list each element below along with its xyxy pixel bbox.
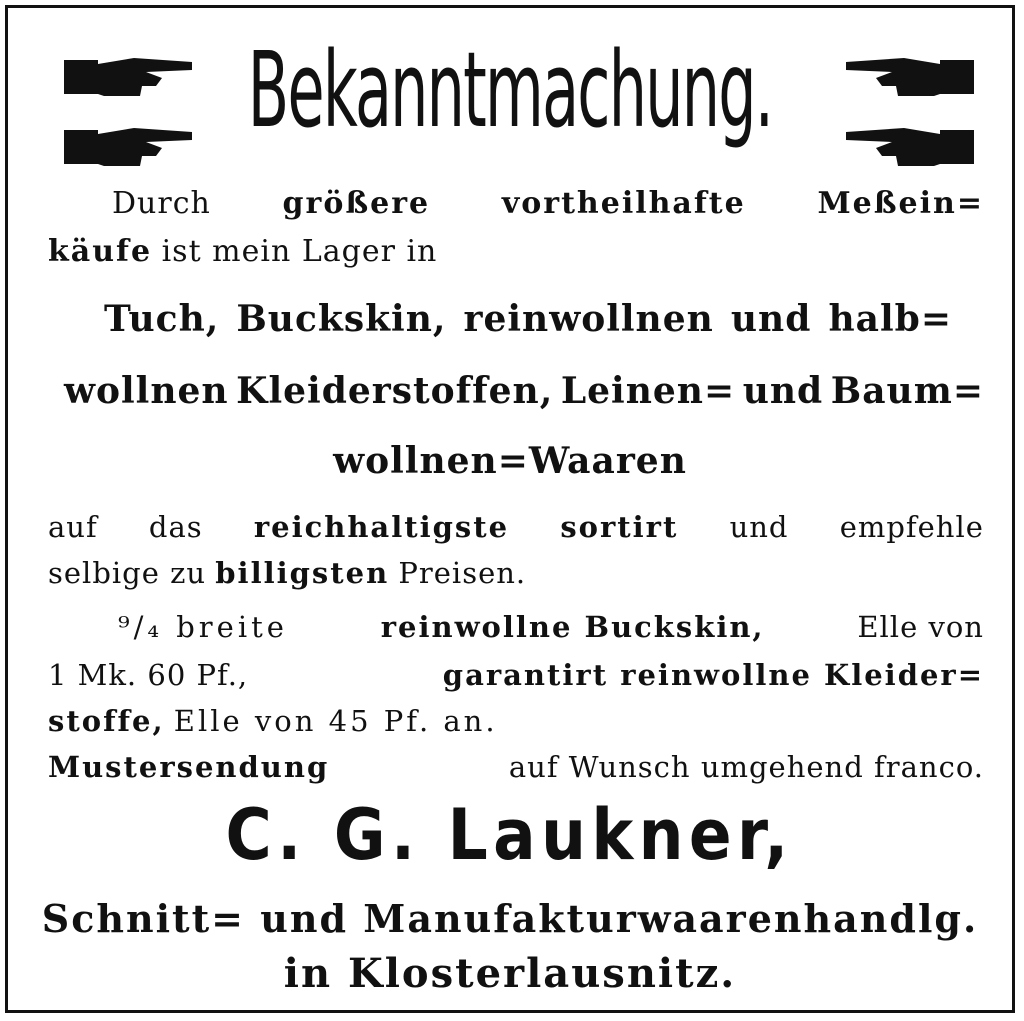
offer-text: 1 Mk. 60 Pf.,: [48, 658, 249, 692]
offer-text: Elle von: [857, 610, 984, 644]
assort-word: sortirt: [560, 510, 679, 544]
offer-line-3: [48, 704, 984, 738]
intro-word: vortheilhafte: [501, 186, 746, 221]
intro-word: Durch: [112, 186, 211, 221]
goods-line-1: [104, 298, 952, 340]
hand-pointing-right-icon: [64, 120, 194, 174]
assort-word: billigsten: [215, 556, 390, 590]
assort-word: auf: [48, 510, 98, 544]
intro-text: ist mein Lager in: [161, 234, 438, 269]
firm-name: C. G. Laukner,: [225, 794, 795, 876]
assort-text: selbige zu: [48, 556, 207, 590]
offer-line-2: [48, 658, 984, 692]
offer-word: stoffe,: [48, 704, 165, 738]
intro-word: käufe: [48, 234, 153, 269]
offer-line-1: [118, 610, 984, 644]
goods-word: Kleiderstoffen,: [236, 370, 554, 412]
assort-line-2: [48, 556, 984, 590]
assort-word: reichhaltigste: [253, 510, 510, 544]
intro-word: Meßein=: [817, 186, 984, 221]
assort-word: das: [148, 510, 203, 544]
advertisement: [5, 5, 1015, 1013]
assort-word: und: [729, 510, 789, 544]
intro-word: größere: [282, 186, 431, 221]
goods-line-3: wollnen=Waaren: [333, 440, 687, 482]
offer-text: Elle von 45 Pf. an.: [173, 704, 498, 738]
goods-word: halb=: [828, 298, 952, 340]
goods-line-2: [64, 370, 984, 412]
offer-word: reinwollne Buckskin,: [380, 610, 765, 644]
sample-word: Mustersendung: [48, 750, 330, 784]
hand-pointing-left-icon: [844, 120, 974, 174]
hand-pointing-right-icon: [64, 50, 194, 104]
page-title: Bekanntmachung.: [247, 29, 773, 151]
goods-word: und: [730, 298, 812, 340]
goods-word: reinwollnen: [463, 298, 714, 340]
goods-word: Tuch,: [104, 298, 220, 340]
goods-word: Baum=: [830, 370, 984, 412]
intro-line-2: [48, 234, 984, 269]
goods-word: wollnen: [64, 370, 229, 412]
offer-word: garantirt reinwollne Kleider=: [442, 658, 984, 692]
assort-word: empfehle: [839, 510, 984, 544]
firm-name-row: [8, 794, 1012, 876]
sample-line: [48, 750, 984, 784]
assort-text: Preisen.: [398, 556, 527, 590]
hand-pointing-left-icon: [844, 50, 974, 104]
assort-line-1: [48, 510, 984, 544]
goods-word: und: [742, 370, 824, 412]
offer-text: ⁹/₄ breite: [118, 610, 288, 644]
firm-trade: Schnitt= und Manufakturwaarenhandlg.: [41, 896, 979, 941]
firm-place: in Klosterlausnitz.: [283, 950, 737, 997]
goods-word: Leinen=: [560, 370, 736, 412]
goods-word: Buckskin,: [236, 298, 447, 340]
intro-line-1: [112, 186, 984, 221]
sample-text: auf Wunsch umgehend franco.: [508, 750, 984, 784]
